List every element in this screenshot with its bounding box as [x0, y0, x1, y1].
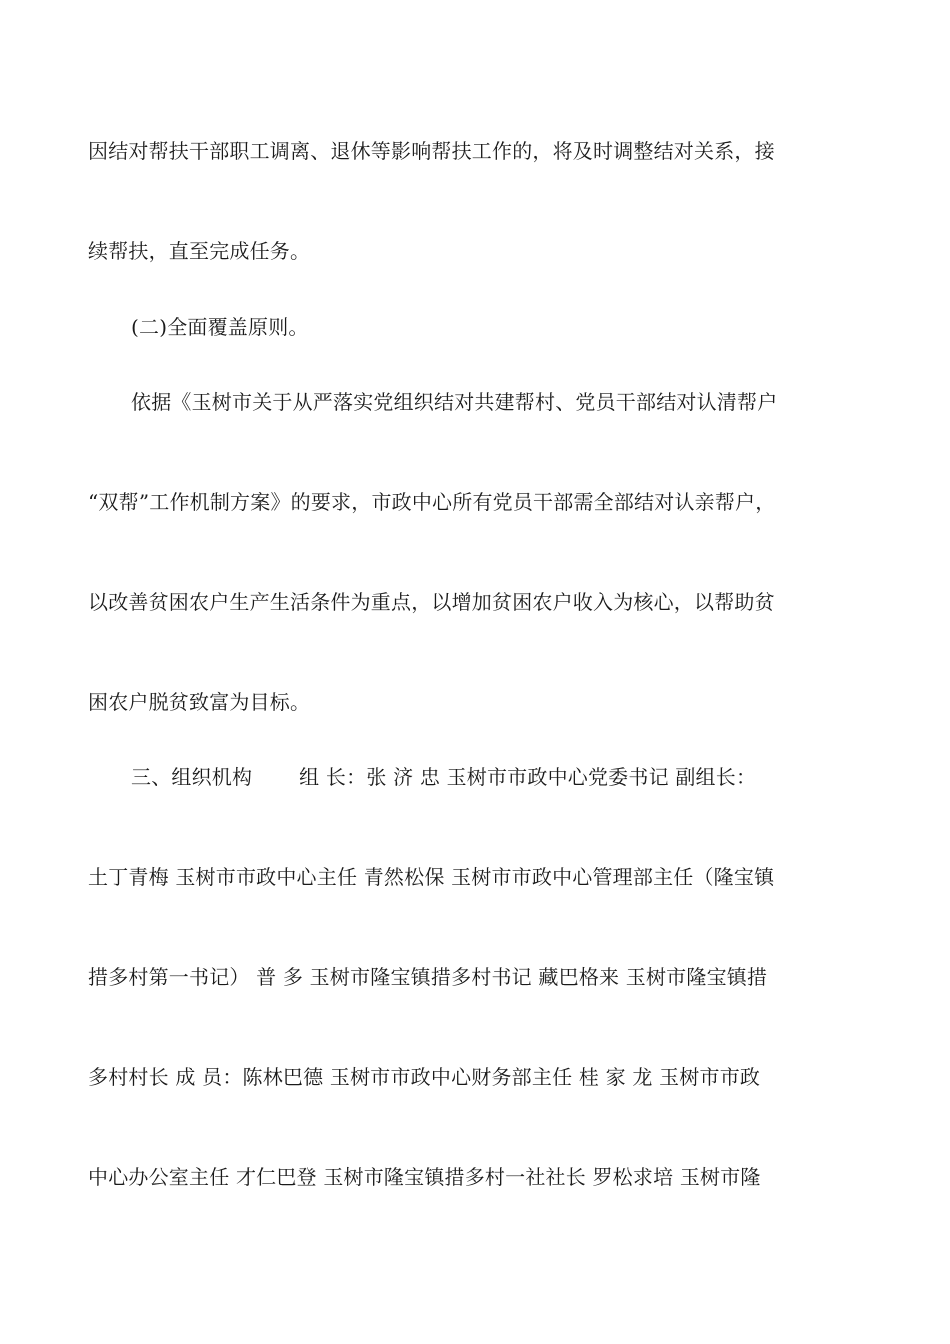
paragraph-line-8: 措多村第一书记） 普 多 玉树市隆宝镇措多村书记 藏巴格来 玉树市隆宝镇措	[88, 965, 768, 989]
paragraph-line-5: 以改善贫困农户生产生活条件为重点，以增加贫困农户收入为核心，以帮助贫	[88, 590, 775, 614]
paragraph-line-10: 中心办公室主任 才仁巴登 玉树市隆宝镇措多村一社社长 罗松求培 玉树市隆	[88, 1165, 761, 1189]
paragraph-line-9: 多村村长 成 员：陈林巴德 玉树市市政中心财务部主任 桂 家 龙 玉树市市政	[88, 1065, 761, 1089]
paragraph-line-2: 续帮扶，直至完成任务。	[88, 239, 311, 263]
paragraph-line-3: 依据《玉树市关于从严落实党组织结对共建帮村、党员干部结对认清帮户	[131, 390, 778, 414]
paragraph-line-6: 困农户脱贫致富为目标。	[88, 690, 311, 714]
paragraph-line-4: “双帮”工作机制方案》的要求，市政中心所有党员干部需全部结对认亲帮户，	[88, 490, 776, 514]
section-heading-full-coverage: (二)全面覆盖原则。	[131, 315, 309, 339]
paragraph-line-7: 土丁青梅 玉树市市政中心主任 青然松保 玉树市市政中心管理部主任（隆宝镇	[88, 865, 775, 889]
paragraph-line-1: 因结对帮扶干部职工调离、退休等影响帮扶工作的，将及时调整结对关系，接	[88, 139, 775, 163]
section-heading-organization: 三、组织机构 组 长：张 济 忠 玉树市市政中心党委书记 副组长：	[131, 765, 757, 789]
